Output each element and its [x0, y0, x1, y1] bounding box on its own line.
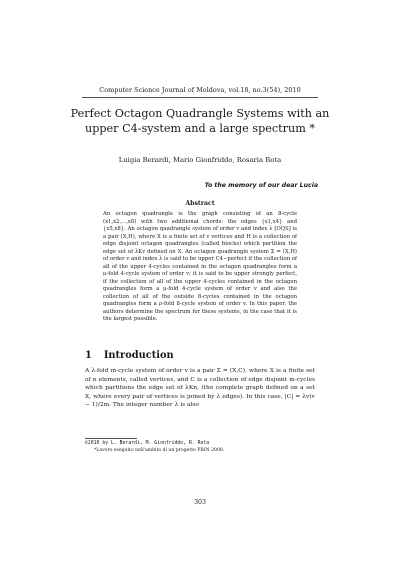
section-title: Introduction [103, 350, 174, 361]
dedication: To the memory of our dear Lucia [204, 182, 318, 189]
author-list: Luigia Berardi, Mario Gionfriddo, Rosaria Rota [118, 156, 282, 164]
page-number: 303 [194, 499, 206, 506]
section-number: 1 [85, 350, 92, 361]
introduction-body: A λ-fold m-cycle system of order v is a pair Σ = (X,C), where X is a finite set of n elements, called vertices, and C is a collection of edge disjoint m-cycles which partitions the edge set of λKn, (the complete graph defined on a set X, where every pair of vertices is joined by λ edges). In this case, |C| = λv(v − 1)/2m. The integer number λ is also [85, 368, 315, 408]
paper-title: Perfect Octagon Quadrangle Systems with an upper C4-system and a large spectrum * [70, 107, 330, 135]
header-rule [82, 97, 318, 98]
title-footnote: *Lavoro eseguito nell'ambito di un progetto PRIN 2008. [94, 448, 225, 453]
abstract-heading: Abstract [185, 200, 215, 207]
journal-header: Computer Science Journal of Moldova, vol.18, no.3(54), 2010 [99, 86, 301, 94]
copyright-notice: ©2010 by L. Berardi, M. Gionfriddo, R. Rota [85, 441, 210, 446]
section-heading [85, 350, 174, 361]
abstract-body: An octagon quadrangle is the graph consisting of an 8-cycle (x1,x2,...,x8) with two additional chords: the edges {x1,x4} and {x5,x8}. An octagon quadrangle system of order v and index λ [OQS] is a pair (X,H), where X is a finite set of v vertices and H is a collection of edge disjoint octagon quadrangles (called blocks) which partition the edge set of λKv defined on X. An octagon quadrangle system Σ = (X,H) of order v and index λ is said to be upper C4−perfect if the collection of all of the upper 4-cycles contained in the octagon quadrangles form a μ-fold 4-cycle system of order v; it is said to be upper strongly perfect, if the collection of all of the upper 4-cycles contained in the octagon quadrangles form a μ-fold 4-cycle system of order v and also the collection of all of the outside 8-cycles contained in the octagon quadrangles form a ρ-fold 8-cycle system of order v. In this paper, the authors determine the spectrum for these systems, in the case that it is the largest possible. [103, 211, 297, 322]
footnote-rule [85, 438, 137, 439]
